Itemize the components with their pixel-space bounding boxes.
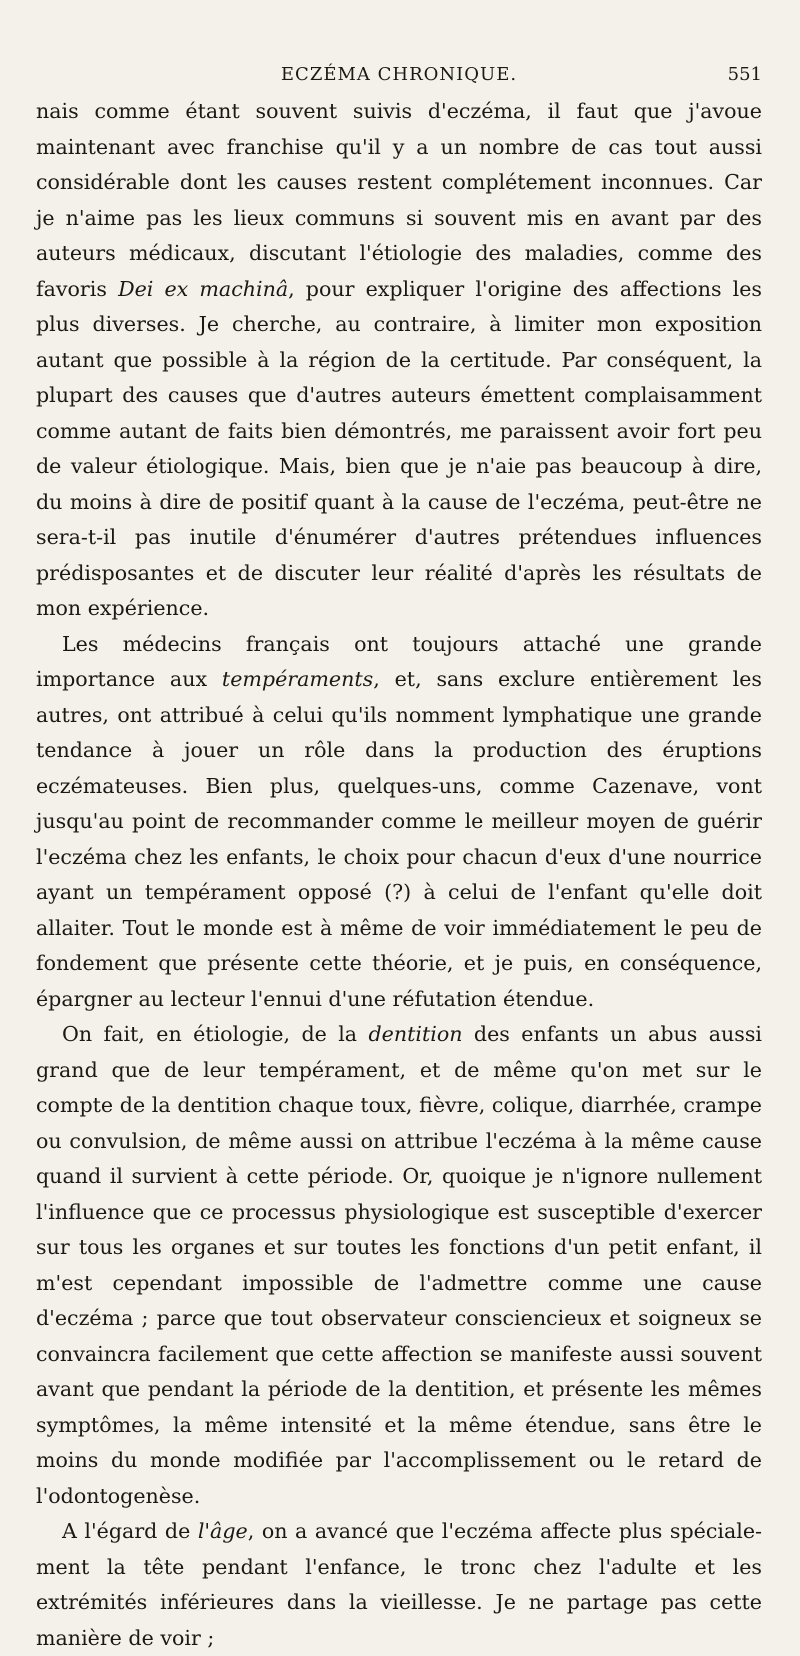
paragraph-4 [36, 1514, 762, 1656]
text-run: A l'égard de [62, 1519, 198, 1543]
running-title: ECZÉMA CHRONIQUE. [280, 64, 518, 85]
text-run: Les médecins français ont toujours attaché une grande importance aux [36, 631, 762, 691]
running-header [36, 58, 762, 94]
text-run: , et, sans exclure entièrement les autres, ont attribué à celui qu'ils nomment lymphatique une grande tendance à jouer un rôle dans la production des éruptions eczémateuses. Bien plus, quelques-uns, comme Cazenave, vont jusqu'au point de recommander comme le meilleur moyen de guérir l'eczéma chez les enfants, le choix pour chacun d'eux d'une nourrice ayant un tempérament opposé (?) à celui de l'enfant qu'elle doit allaiter. Tout le monde est à même de voir immédiatement le peu de fondement que présente cette théorie, et je puis, en conséquence, épargner au lecteur l'ennui d'une réfutation étendue. [36, 667, 763, 1011]
italic-term: dentition [368, 1022, 463, 1046]
paragraph-2 [36, 627, 762, 1018]
text-run: , on a avancé que l'eczéma affecte plus spécialement la tête pendant l'enfance, le tronc chez l'adulte et les extrémités inférieures dans la vieillesse. Je ne partage pas cette manière de voir ; [36, 1519, 762, 1650]
text-run: , pour expliquer l'origine des affections les plus diverses. Je cherche, au contraire, à limiter mon exposition autant que possible à la région de la certitude. Par conséquent, la plupart des causes que d'autres auteurs émettent complaisamment comme autant de faits bien démontrés, me paraissent avoir fort peu de valeur étiologique. Mais, bien que je n'aie pas beaucoup à dire, du moins à dire de positif quant à la cause de l'eczéma, peut-être ne sera-t-il pas inutile d'énumérer d'autres prétendues influences prédisposantes et de discuter leur réalité d'après les résultats de mon expérience. [36, 276, 762, 620]
paragraph-3 [36, 1017, 762, 1514]
text-run: nais comme étant souvent suivis d'eczéma, il faut que j'avoue maintenant avec franchise qu'il y a un nombre de cas tout aussi considérable dont les causes restent complétement inconnues. Car je n'aime pas les lieux communs si souvent mis en avant par des auteurs médicaux, discutant l'étiologie des maladies, comme des favoris [36, 99, 762, 301]
italic-term: Dei ex machinâ [118, 276, 289, 301]
text-run: On fait, en étiologie, de la [62, 1022, 369, 1046]
italic-term: l'âge [197, 1519, 248, 1543]
text-run: des enfants un abus aussi grand que de leur tempérament, et de même qu'on met sur le compte de la dentition chaque toux, fièvre, colique, diarrhée, crampe ou convulsion, de même aussi on attribue l'eczéma à la même cause quand il survient à cette période. Or, quoique je n'ignore nullement l'influence que ce processus physiologique est susceptible d'exercer sur tous les organes et sur toutes les fonctions d'un petit enfant, il m'est cependant impossible de l'admettre comme une cause d'eczéma ; parce que tout observateur consciencieux et soigneux se convaincra facilement que cette affection se manifeste aussi souvent avant que pendant la période de la dentition, et présente les mêmes symptômes, la même intensité et la même étendue, sans être le moins du monde modifiée par l'accomplissement ou le retard de l'odontogenèse. [36, 1022, 762, 1508]
page-number: 551 [727, 64, 762, 85]
body-text [36, 94, 762, 1656]
italic-term: tempéraments [221, 667, 374, 691]
paragraph-1 [36, 94, 762, 627]
